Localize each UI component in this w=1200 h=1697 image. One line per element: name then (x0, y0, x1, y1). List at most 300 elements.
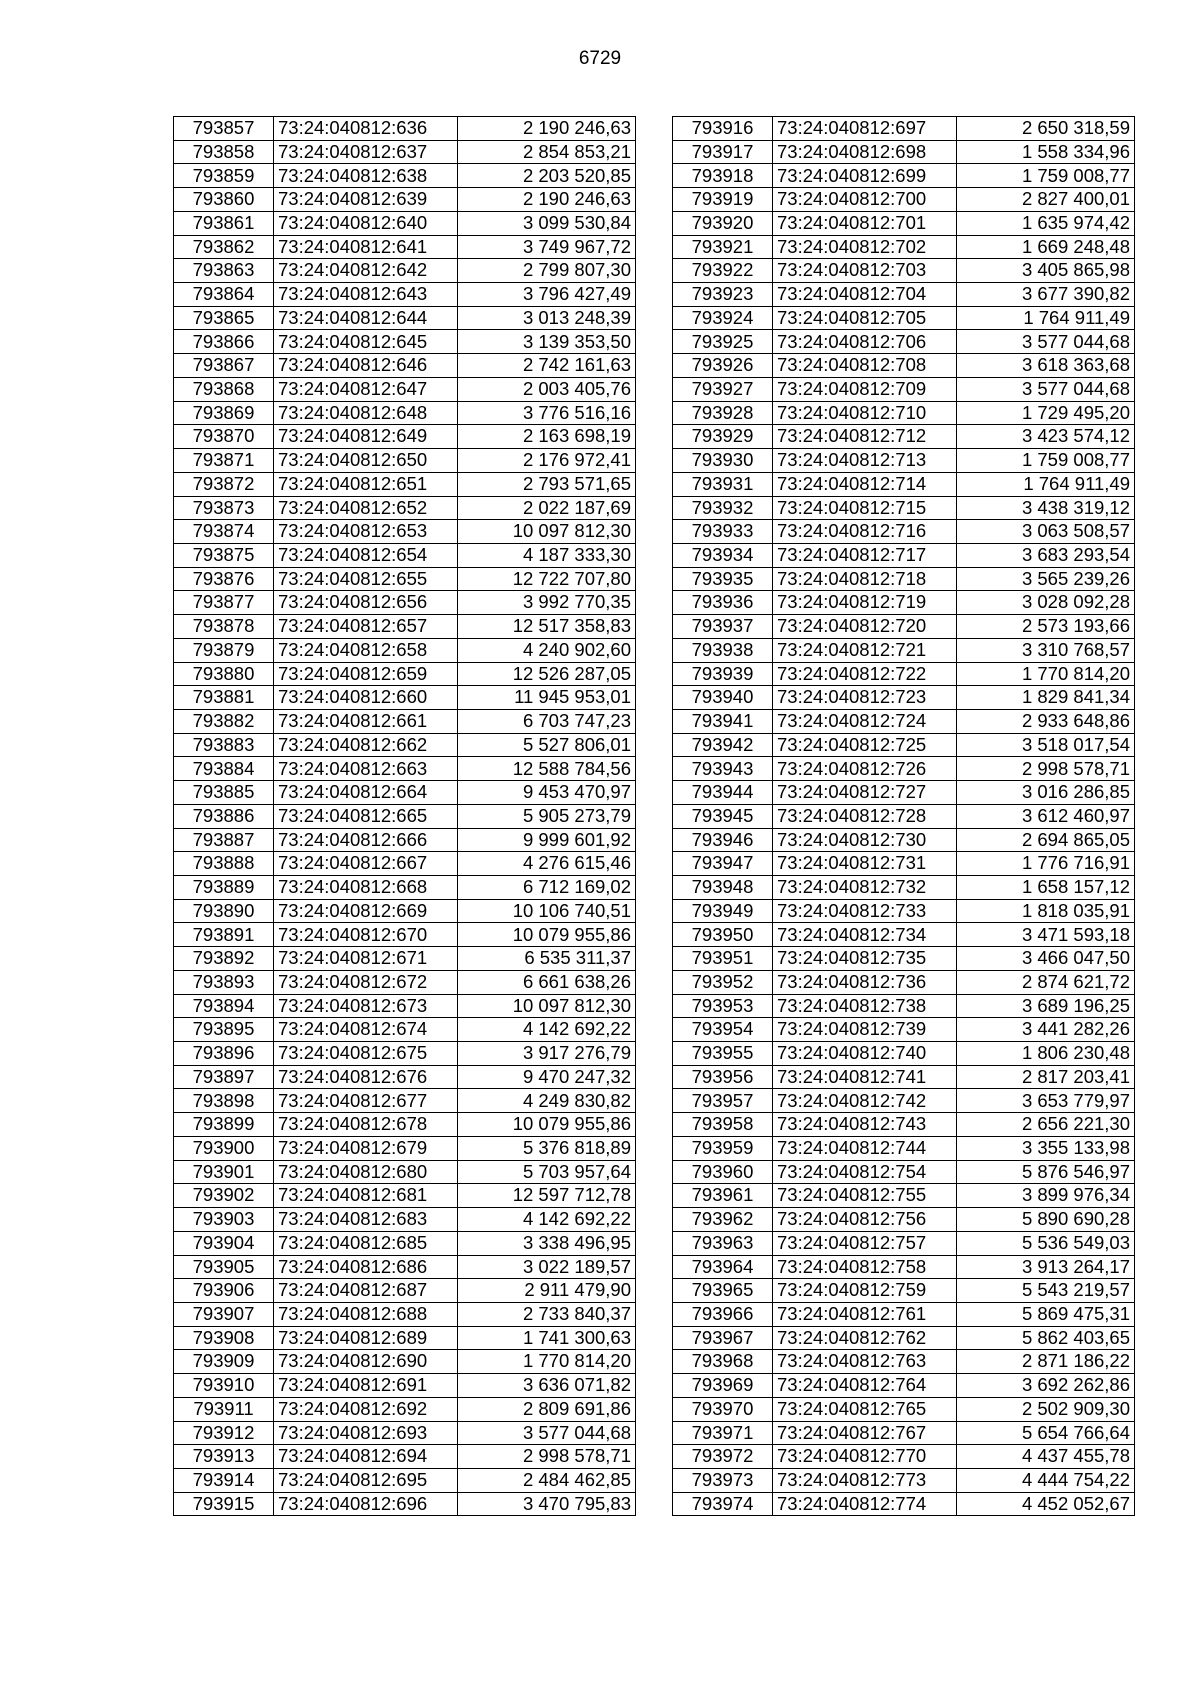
row-number-cell: 793885 (174, 781, 274, 805)
table-row (174, 520, 636, 544)
cadastral-number-cell: 73:24:040812:666 (274, 828, 458, 852)
table-row (174, 1421, 636, 1445)
value-cell: 3 355 133,98 (957, 1136, 1135, 1160)
table-row (673, 709, 1135, 733)
table-row (174, 496, 636, 520)
table-row (673, 259, 1135, 283)
row-number-cell: 793891 (174, 923, 274, 947)
table-row (673, 1255, 1135, 1279)
cadastral-number-cell: 73:24:040812:680 (274, 1160, 458, 1184)
cadastral-number-cell: 73:24:040812:688 (274, 1302, 458, 1326)
table-row (174, 1136, 636, 1160)
table-row (673, 1350, 1135, 1374)
value-cell: 2 874 621,72 (957, 970, 1135, 994)
value-cell: 3 063 508,57 (957, 520, 1135, 544)
cadastral-number-cell: 73:24:040812:685 (274, 1231, 458, 1255)
value-cell: 4 452 052,67 (957, 1492, 1135, 1516)
table-row (673, 1326, 1135, 1350)
row-number-cell: 793875 (174, 543, 274, 567)
value-cell: 5 862 403,65 (957, 1326, 1135, 1350)
value-cell: 4 276 615,46 (458, 852, 636, 876)
value-cell: 3 466 047,50 (957, 947, 1135, 971)
cadastral-number-cell: 73:24:040812:667 (274, 852, 458, 876)
cadastral-number-cell: 73:24:040812:704 (773, 283, 957, 307)
row-number-cell: 793974 (673, 1492, 773, 1516)
table-row (174, 1255, 636, 1279)
cadastral-number-cell: 73:24:040812:703 (773, 259, 957, 283)
row-number-cell: 793973 (673, 1468, 773, 1492)
row-number-cell: 793944 (673, 781, 773, 805)
value-cell: 5 654 766,64 (957, 1421, 1135, 1445)
value-cell: 1 558 334,96 (957, 140, 1135, 164)
row-number-cell: 793965 (673, 1279, 773, 1303)
cadastral-number-cell: 73:24:040812:767 (773, 1421, 957, 1445)
cadastral-number-cell: 73:24:040812:657 (274, 615, 458, 639)
value-cell: 6 661 638,26 (458, 970, 636, 994)
table-row (673, 686, 1135, 710)
cadastral-number-cell: 73:24:040812:705 (773, 306, 957, 330)
table-row (174, 1397, 636, 1421)
value-cell: 10 097 812,30 (458, 994, 636, 1018)
table-row (673, 1468, 1135, 1492)
table-row (673, 330, 1135, 354)
value-cell: 3 438 319,12 (957, 496, 1135, 520)
value-cell: 12 517 358,83 (458, 615, 636, 639)
table-row (174, 970, 636, 994)
cadastral-number-cell: 73:24:040812:652 (274, 496, 458, 520)
row-number-cell: 793905 (174, 1255, 274, 1279)
table-row (673, 1397, 1135, 1421)
value-cell: 3 612 460,97 (957, 804, 1135, 828)
value-cell: 5 543 219,57 (957, 1279, 1135, 1303)
cadastral-number-cell: 73:24:040812:686 (274, 1255, 458, 1279)
value-cell: 3 441 282,26 (957, 1018, 1135, 1042)
cadastral-number-cell: 73:24:040812:702 (773, 235, 957, 259)
table-row (174, 283, 636, 307)
value-cell: 1 776 716,91 (957, 852, 1135, 876)
row-number-cell: 793887 (174, 828, 274, 852)
row-number-cell: 793870 (174, 425, 274, 449)
value-cell: 2 998 578,71 (957, 757, 1135, 781)
row-number-cell: 793871 (174, 449, 274, 473)
table-row (174, 211, 636, 235)
row-number-cell: 793918 (673, 164, 773, 188)
row-number-cell: 793923 (673, 283, 773, 307)
value-cell: 1 669 248,48 (957, 235, 1135, 259)
table-row (174, 1160, 636, 1184)
value-cell: 1 658 157,12 (957, 876, 1135, 900)
cadastral-number-cell: 73:24:040812:716 (773, 520, 957, 544)
value-cell: 4 187 333,30 (458, 543, 636, 567)
table-row (174, 638, 636, 662)
table-row (174, 899, 636, 923)
row-number-cell: 793954 (673, 1018, 773, 1042)
value-cell: 2 650 318,59 (957, 117, 1135, 141)
table-row (673, 117, 1135, 141)
row-number-cell: 793920 (673, 211, 773, 235)
cadastral-number-cell: 73:24:040812:727 (773, 781, 957, 805)
cadastral-number-cell: 73:24:040812:713 (773, 449, 957, 473)
cadastral-number-cell: 73:24:040812:664 (274, 781, 458, 805)
cadastral-number-cell: 73:24:040812:642 (274, 259, 458, 283)
row-number-cell: 793937 (673, 615, 773, 639)
value-cell: 3 653 779,97 (957, 1089, 1135, 1113)
cadastral-number-cell: 73:24:040812:650 (274, 449, 458, 473)
table-row (174, 1089, 636, 1113)
cadastral-number-cell: 73:24:040812:706 (773, 330, 957, 354)
row-number-cell: 793935 (673, 567, 773, 591)
value-cell: 3 565 239,26 (957, 567, 1135, 591)
value-cell: 1 770 814,20 (957, 662, 1135, 686)
cadastral-number-cell: 73:24:040812:636 (274, 117, 458, 141)
cadastral-number-cell: 73:24:040812:743 (773, 1113, 957, 1137)
cadastral-number-cell: 73:24:040812:653 (274, 520, 458, 544)
cadastral-number-cell: 73:24:040812:712 (773, 425, 957, 449)
value-cell: 3 423 574,12 (957, 425, 1135, 449)
table-row (174, 140, 636, 164)
row-number-cell: 793859 (174, 164, 274, 188)
table-row (673, 899, 1135, 923)
row-number-cell: 793878 (174, 615, 274, 639)
table-row (673, 425, 1135, 449)
row-number-cell: 793925 (673, 330, 773, 354)
value-cell: 2 176 972,41 (458, 449, 636, 473)
value-cell: 2 003 405,76 (458, 377, 636, 401)
value-cell: 3 022 189,57 (458, 1255, 636, 1279)
value-cell: 2 854 853,21 (458, 140, 636, 164)
cadastral-number-cell: 73:24:040812:695 (274, 1468, 458, 1492)
value-cell: 2 190 246,63 (458, 117, 636, 141)
row-number-cell: 793952 (673, 970, 773, 994)
row-number-cell: 793919 (673, 188, 773, 212)
table-row (174, 567, 636, 591)
row-number-cell: 793881 (174, 686, 274, 710)
row-number-cell: 793880 (174, 662, 274, 686)
value-cell: 2 998 578,71 (458, 1445, 636, 1469)
table-row (673, 377, 1135, 401)
value-cell: 1 764 911,49 (957, 306, 1135, 330)
table-row (673, 804, 1135, 828)
cadastral-number-cell: 73:24:040812:722 (773, 662, 957, 686)
table-row (673, 1042, 1135, 1066)
table-row (673, 757, 1135, 781)
value-cell: 3 338 496,95 (458, 1231, 636, 1255)
table-row (174, 1231, 636, 1255)
cadastral-number-cell: 73:24:040812:730 (773, 828, 957, 852)
table-row (673, 306, 1135, 330)
table-row (673, 1065, 1135, 1089)
table-row (174, 828, 636, 852)
table-row (673, 591, 1135, 615)
row-number-cell: 793946 (673, 828, 773, 852)
row-number-cell: 793959 (673, 1136, 773, 1160)
value-cell: 4 142 692,22 (458, 1208, 636, 1232)
row-number-cell: 793940 (673, 686, 773, 710)
row-number-cell: 793943 (673, 757, 773, 781)
table-row (174, 994, 636, 1018)
cadastral-number-cell: 73:24:040812:761 (773, 1302, 957, 1326)
cadastral-number-cell: 73:24:040812:661 (274, 709, 458, 733)
value-cell: 2 656 221,30 (957, 1113, 1135, 1137)
cadastral-number-cell: 73:24:040812:773 (773, 1468, 957, 1492)
table-row (673, 1302, 1135, 1326)
row-number-cell: 793901 (174, 1160, 274, 1184)
cadastral-number-cell: 73:24:040812:691 (274, 1374, 458, 1398)
table-row (174, 259, 636, 283)
value-cell: 5 376 818,89 (458, 1136, 636, 1160)
cadastral-number-cell: 73:24:040812:740 (773, 1042, 957, 1066)
cadastral-number-cell: 73:24:040812:639 (274, 188, 458, 212)
table-row (673, 733, 1135, 757)
table-row (174, 1302, 636, 1326)
value-cell: 12 588 784,56 (458, 757, 636, 781)
value-cell: 2 933 648,86 (957, 709, 1135, 733)
row-number-cell: 793893 (174, 970, 274, 994)
value-cell: 1 741 300,63 (458, 1326, 636, 1350)
table-row (174, 947, 636, 971)
table-row (673, 970, 1135, 994)
value-cell: 2 809 691,86 (458, 1397, 636, 1421)
row-number-cell: 793967 (673, 1326, 773, 1350)
table-row (673, 1231, 1135, 1255)
value-cell: 3 917 276,79 (458, 1042, 636, 1066)
row-number-cell: 793961 (673, 1184, 773, 1208)
cadastral-number-cell: 73:24:040812:693 (274, 1421, 458, 1445)
value-cell: 6 535 311,37 (458, 947, 636, 971)
value-cell: 12 722 707,80 (458, 567, 636, 591)
row-number-cell: 793884 (174, 757, 274, 781)
cadastral-number-cell: 73:24:040812:733 (773, 899, 957, 923)
table-row (174, 235, 636, 259)
row-number-cell: 793858 (174, 140, 274, 164)
row-number-cell: 793941 (673, 709, 773, 733)
value-cell: 3 471 593,18 (957, 923, 1135, 947)
table-row (673, 354, 1135, 378)
cadastral-number-cell: 73:24:040812:679 (274, 1136, 458, 1160)
table-row (174, 543, 636, 567)
table-row (673, 615, 1135, 639)
table-row (174, 1208, 636, 1232)
table-row (673, 662, 1135, 686)
cadastral-number-cell: 73:24:040812:677 (274, 1089, 458, 1113)
row-number-cell: 793886 (174, 804, 274, 828)
row-number-cell: 793908 (174, 1326, 274, 1350)
row-number-cell: 793933 (673, 520, 773, 544)
table-row (174, 781, 636, 805)
value-cell: 1 635 974,42 (957, 211, 1135, 235)
value-cell: 10 106 740,51 (458, 899, 636, 923)
row-number-cell: 793956 (673, 1065, 773, 1089)
value-cell: 1 829 841,34 (957, 686, 1135, 710)
value-cell: 3 636 071,82 (458, 1374, 636, 1398)
table-row (174, 117, 636, 141)
value-cell: 5 527 806,01 (458, 733, 636, 757)
value-cell: 1 759 008,77 (957, 449, 1135, 473)
table-row (174, 1279, 636, 1303)
table-row (174, 330, 636, 354)
row-number-cell: 793883 (174, 733, 274, 757)
value-cell: 12 526 287,05 (458, 662, 636, 686)
table-row (174, 923, 636, 947)
table-row (673, 1113, 1135, 1137)
value-cell: 3 310 768,57 (957, 638, 1135, 662)
row-number-cell: 793906 (174, 1279, 274, 1303)
cadastral-number-cell: 73:24:040812:725 (773, 733, 957, 757)
row-number-cell: 793868 (174, 377, 274, 401)
cadastral-number-cell: 73:24:040812:668 (274, 876, 458, 900)
row-number-cell: 793969 (673, 1374, 773, 1398)
cadastral-number-cell: 73:24:040812:697 (773, 117, 957, 141)
value-cell: 10 079 955,86 (458, 923, 636, 947)
table-row (673, 828, 1135, 852)
value-cell: 3 518 017,54 (957, 733, 1135, 757)
cadastral-number-cell: 73:24:040812:678 (274, 1113, 458, 1137)
row-number-cell: 793928 (673, 401, 773, 425)
cadastral-number-cell: 73:24:040812:759 (773, 1279, 957, 1303)
value-cell: 1 818 035,91 (957, 899, 1135, 923)
value-cell: 2 733 840,37 (458, 1302, 636, 1326)
cadastral-number-cell: 73:24:040812:741 (773, 1065, 957, 1089)
cadastral-number-cell: 73:24:040812:719 (773, 591, 957, 615)
row-number-cell: 793915 (174, 1492, 274, 1516)
row-number-cell: 793951 (673, 947, 773, 971)
row-number-cell: 793866 (174, 330, 274, 354)
value-cell: 11 945 953,01 (458, 686, 636, 710)
cadastral-number-cell: 73:24:040812:674 (274, 1018, 458, 1042)
cadastral-number-cell: 73:24:040812:689 (274, 1326, 458, 1350)
row-number-cell: 793922 (673, 259, 773, 283)
table-row (174, 1065, 636, 1089)
cadastral-number-cell: 73:24:040812:732 (773, 876, 957, 900)
table-row (174, 1184, 636, 1208)
cadastral-number-cell: 73:24:040812:675 (274, 1042, 458, 1066)
cadastral-number-cell: 73:24:040812:724 (773, 709, 957, 733)
cadastral-number-cell: 73:24:040812:687 (274, 1279, 458, 1303)
value-cell: 3 013 248,39 (458, 306, 636, 330)
cadastral-number-cell: 73:24:040812:640 (274, 211, 458, 235)
table-row (673, 140, 1135, 164)
row-number-cell: 793966 (673, 1302, 773, 1326)
table-row (174, 164, 636, 188)
table-row (174, 1350, 636, 1374)
value-cell: 2 203 520,85 (458, 164, 636, 188)
table-row (673, 520, 1135, 544)
row-number-cell: 793913 (174, 1445, 274, 1469)
row-number-cell: 793938 (673, 638, 773, 662)
value-cell: 3 405 865,98 (957, 259, 1135, 283)
table-row (174, 709, 636, 733)
value-cell: 3 470 795,83 (458, 1492, 636, 1516)
row-number-cell: 793926 (673, 354, 773, 378)
cadastral-number-cell: 73:24:040812:672 (274, 970, 458, 994)
table-row (174, 733, 636, 757)
row-number-cell: 793899 (174, 1113, 274, 1137)
cadastral-number-cell: 73:24:040812:643 (274, 283, 458, 307)
table-row (174, 472, 636, 496)
row-number-cell: 793861 (174, 211, 274, 235)
cadastral-number-cell: 73:24:040812:735 (773, 947, 957, 971)
row-number-cell: 793876 (174, 567, 274, 591)
table-row (174, 425, 636, 449)
value-cell: 9 470 247,32 (458, 1065, 636, 1089)
cadastral-number-cell: 73:24:040812:734 (773, 923, 957, 947)
table-row (673, 994, 1135, 1018)
row-number-cell: 793931 (673, 472, 773, 496)
cadastral-number-cell: 73:24:040812:645 (274, 330, 458, 354)
cadastral-number-cell: 73:24:040812:756 (773, 1208, 957, 1232)
table-row (673, 1184, 1135, 1208)
cadastral-number-cell: 73:24:040812:715 (773, 496, 957, 520)
cadastral-number-cell: 73:24:040812:647 (274, 377, 458, 401)
table-row (673, 164, 1135, 188)
cadastral-number-cell: 73:24:040812:709 (773, 377, 957, 401)
cadastral-number-cell: 73:24:040812:708 (773, 354, 957, 378)
cadastral-number-cell: 73:24:040812:663 (274, 757, 458, 781)
table-row (673, 211, 1135, 235)
cadastral-number-cell: 73:24:040812:698 (773, 140, 957, 164)
table-row (673, 283, 1135, 307)
row-number-cell: 793879 (174, 638, 274, 662)
cadastral-number-cell: 73:24:040812:676 (274, 1065, 458, 1089)
cadastral-number-cell: 73:24:040812:757 (773, 1231, 957, 1255)
cadastral-number-cell: 73:24:040812:669 (274, 899, 458, 923)
cadastral-number-cell: 73:24:040812:718 (773, 567, 957, 591)
value-cell: 1 764 911,49 (957, 472, 1135, 496)
table-row (174, 804, 636, 828)
row-number-cell: 793927 (673, 377, 773, 401)
value-cell: 2 793 571,65 (458, 472, 636, 496)
value-cell: 4 142 692,22 (458, 1018, 636, 1042)
row-number-cell: 793934 (673, 543, 773, 567)
table-row (174, 1492, 636, 1516)
cadastral-number-cell: 73:24:040812:656 (274, 591, 458, 615)
cadastral-number-cell: 73:24:040812:700 (773, 188, 957, 212)
table-row (673, 947, 1135, 971)
table-row (673, 876, 1135, 900)
cadastral-number-cell: 73:24:040812:641 (274, 235, 458, 259)
table-row (673, 567, 1135, 591)
cadastral-number-cell: 73:24:040812:744 (773, 1136, 957, 1160)
table-row (673, 449, 1135, 473)
value-cell: 1 729 495,20 (957, 401, 1135, 425)
value-cell: 2 502 909,30 (957, 1397, 1135, 1421)
row-number-cell: 793929 (673, 425, 773, 449)
value-cell: 3 899 976,34 (957, 1184, 1135, 1208)
row-number-cell: 793892 (174, 947, 274, 971)
row-number-cell: 793896 (174, 1042, 274, 1066)
row-number-cell: 793945 (673, 804, 773, 828)
table-row (673, 1018, 1135, 1042)
table-row (673, 188, 1135, 212)
cadastral-number-cell: 73:24:040812:721 (773, 638, 957, 662)
cadastral-number-cell: 73:24:040812:659 (274, 662, 458, 686)
table-row (174, 1374, 636, 1398)
row-number-cell: 793863 (174, 259, 274, 283)
value-cell: 2 022 187,69 (458, 496, 636, 520)
cadastral-number-cell: 73:24:040812:690 (274, 1350, 458, 1374)
value-cell: 4 437 455,78 (957, 1445, 1135, 1469)
value-cell: 3 692 262,86 (957, 1374, 1135, 1398)
table-row (174, 1445, 636, 1469)
value-cell: 2 911 479,90 (458, 1279, 636, 1303)
table-row (673, 852, 1135, 876)
row-number-cell: 793958 (673, 1113, 773, 1137)
row-number-cell: 793860 (174, 188, 274, 212)
value-cell: 1 806 230,48 (957, 1042, 1135, 1066)
table-row (673, 638, 1135, 662)
table-row (174, 449, 636, 473)
value-cell: 5 703 957,64 (458, 1160, 636, 1184)
